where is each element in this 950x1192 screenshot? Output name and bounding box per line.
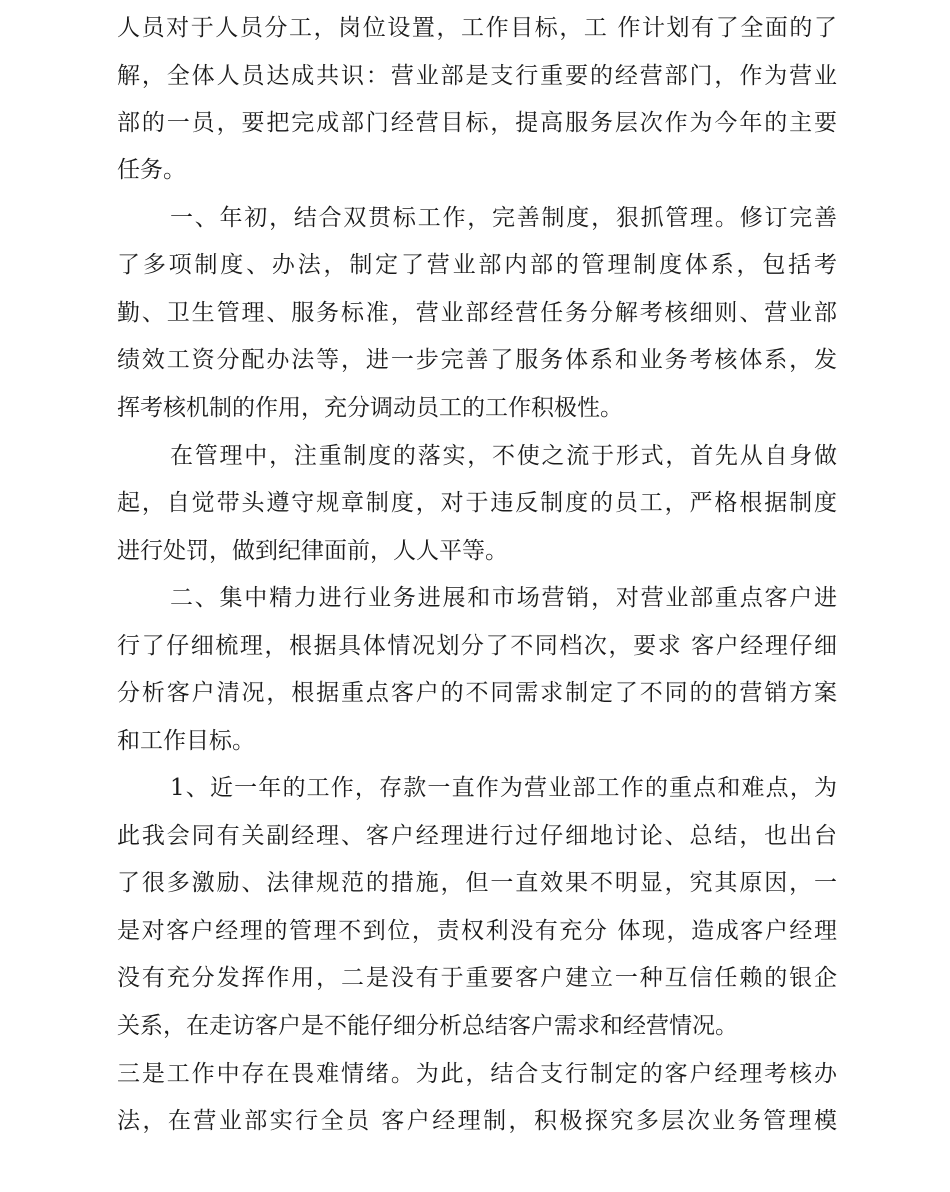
text-line: 人员对于人员分工，岗位设置，工作目标，工 作计划有了全面的了 (117, 15, 837, 41)
text-line: 和工作目标。 (117, 728, 255, 754)
text-line: 勤、卫生管理、服务标准，营业部经营任务分解考核细则、营业部 (117, 300, 837, 326)
text-line: 了多项制度、办法，制定了营业部内部的管理制度体系，包括考 (117, 252, 837, 278)
text-line: 三是工作中存在畏难情绪。为此，结合支行制定的客户经理考核办 (117, 1061, 837, 1087)
paragraph-first-line: 1、近一年的工作，存款一直作为营业部工作的重点和难点，为 (170, 775, 837, 801)
text-line: 没有充分发挥作用，二是没有于重要客户建立一种互信任赖的银企 (117, 965, 837, 991)
text-line: 关系，在走访客户是不能仔细分析总结客户需求和经营情况。 (117, 1013, 738, 1039)
text-line: 部的一员，要把完成部门经营目标，提高服务层次作为今年的主要 (117, 110, 837, 136)
text-line: 任务。 (117, 157, 186, 183)
text-line: 起，自觉带头遵守规章制度，对于违反制度的员工，严格根据制度 (117, 490, 837, 516)
text-line: 了很多激励、法律规范的措施，但一直效果不明显，究其原因，一 (117, 870, 837, 896)
text-line: 挥考核机制的作用，充分调动员工的工作积极性。 (117, 395, 623, 421)
text-line: 法，在营业部实行全员 客户经理制，积极探究多层次业务管理模 (117, 1108, 837, 1134)
text-line: 绩效工资分配办法等，进一步完善了服务体系和业务考核体系，发 (117, 347, 837, 373)
text-line: 此我会同有关副经理、客户经理进行过仔细地讨论、总结，也出台 (117, 823, 837, 849)
text-line: 行了仔细梳理，根据具体情况划分了不同档次，要求 客户经理仔细 (117, 633, 837, 659)
text-line: 分析客户清况，根据重点客户的不同需求制定了不同的的营销方案 (117, 680, 837, 706)
text-line: 是对客户经理的管理不到位，责权利没有充分 体现，造成客户经理 (117, 918, 837, 944)
paragraph-first-line: 在管理中，注重制度的落实，不使之流于形式，首先从自身做 (170, 443, 837, 469)
text-line: 进行处罚，做到纪律面前，人人平等。 (117, 538, 508, 564)
paragraph-first-line: 一、年初，结合双贯标工作，完善制度，狠抓管理。修订完善 (170, 205, 837, 231)
paragraph-first-line: 二、集中精力进行业务进展和市场营销，对营业部重点客户进 (170, 585, 837, 611)
text-line: 解，全体人员达成共识：营业部是支行重要的经营部门，作为营业 (117, 63, 837, 89)
